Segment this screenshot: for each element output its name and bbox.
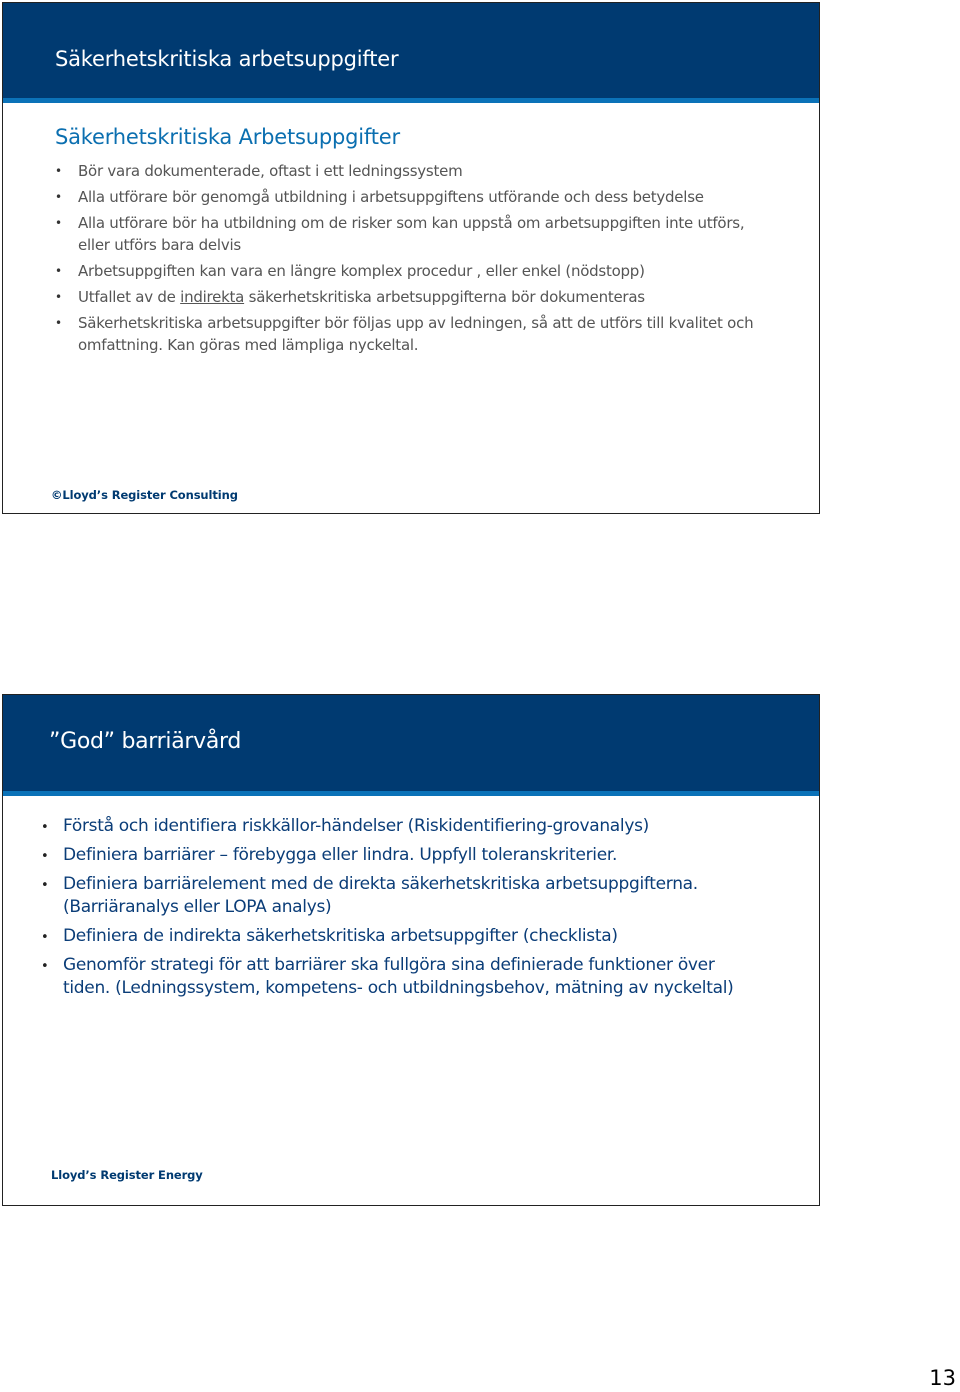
bullet-text-underlined: indirekta	[180, 288, 245, 306]
bullet-item	[55, 286, 755, 308]
bullet-item: • Bör vara dokumenterade, oftast i ett ledningssystem	[55, 160, 755, 182]
bullet-item: • Definiera de indirekta säkerhetskritiska arbetsuppgifter (checklista)	[41, 925, 761, 948]
bullet-item: • Definiera barriärelement med de direkta säkerhetskritiska arbetsuppgifterna. (Barriäranalys eller LOPA analys)	[41, 873, 761, 919]
slide-subtitle: Säkerhetskritiska Arbetsuppgifter	[55, 125, 400, 149]
bullet-item: • Alla utförare bör ha utbildning om de risker som kan uppstå om arbetsuppgiften inte utförs, eller utförs bara delvis	[55, 212, 755, 256]
bullet-item: • Definiera barriärer – förebygga eller lindra. Uppfyll toleranskriterier.	[41, 844, 761, 867]
slide-header	[3, 695, 819, 796]
bullet-list	[55, 160, 755, 360]
bullet-item: • Genomför strategi för att barriärer ska fullgöra sina definierade funktioner över tiden. (Ledningssystem, kompetens- och utbildningsbehov, mätning av nyckeltal)	[41, 954, 761, 1000]
slide-footer: Lloyd’s Register Energy	[51, 1168, 203, 1182]
slide-2	[2, 694, 820, 1206]
slide-footer: ©Lloyd’s Register Consulting	[51, 488, 238, 502]
slide-title: Säkerhetskritiska arbetsuppgifter	[55, 47, 399, 71]
bullet-text-after: säkerhetskritiska arbetsuppgifterna bör dokumenteras	[244, 288, 645, 306]
page-number: 13	[929, 1366, 956, 1390]
bullet-text-before: Utfallet av de	[78, 288, 181, 306]
slide-header	[3, 3, 819, 103]
slide-title: ”God” barriärvård	[49, 729, 242, 754]
bullet-item: • Säkerhetskritiska arbetsuppgifter bör följas upp av ledningen, så att de utförs till kvalitet och omfattning. Kan göras med lämpliga nyckeltal.	[55, 312, 755, 356]
bullet-list	[41, 815, 761, 1006]
bullet-item: • Arbetsuppgiften kan vara en längre komplex procedur , eller enkel (nödstopp)	[55, 260, 755, 282]
slide-1	[2, 2, 820, 514]
bullet-item: • Alla utförare bör genomgå utbildning i arbetsuppgiftens utförande och dess betydelse	[55, 186, 755, 208]
bullet-item: • Förstå och identifiera riskkällor-händelser (Riskidentifiering-grovanalys)	[41, 815, 761, 838]
